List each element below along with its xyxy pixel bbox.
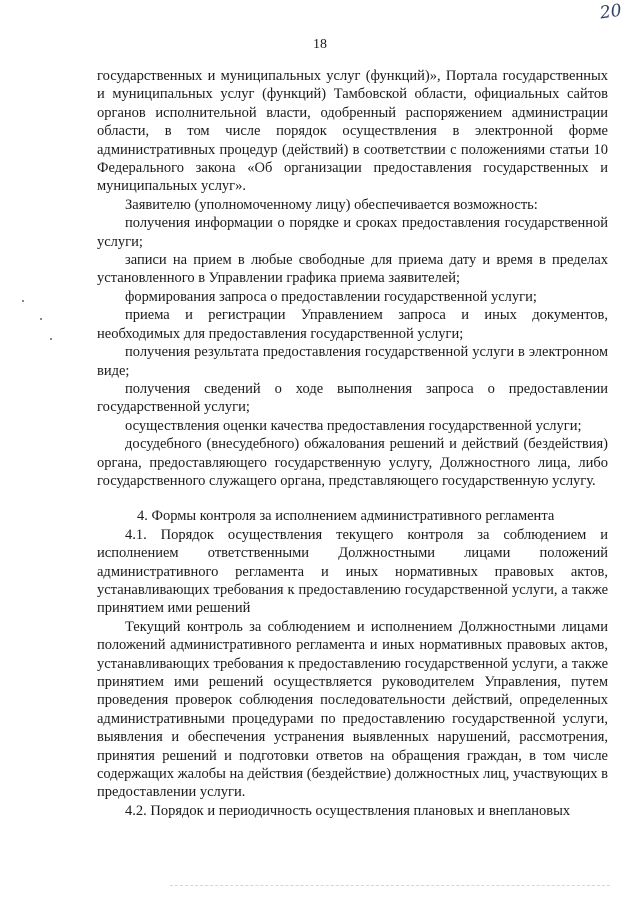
handwritten-page-number: 20 [598,0,623,24]
list-item-appointment: записи на прием в любые свободные для приема дату и время в пределах установленного в Управлении графика приема заявителей; [97,252,608,287]
list-item-result: получения результата предоставления государственной услуги в электронном виде; [97,344,608,379]
scan-speck [22,300,24,302]
list-item-quality: осуществления оценки качества предоставления государственной услуги; [125,417,582,434]
paragraph-4-1: 4.1. Порядок осуществления текущего контроля за соблюдением и исполнением ответственными Должностными лицами положений административного регламента и иных нормативных правовых актов, устанавливающих требования к предоставлению государственной услуги, а также принятием ими решений [97,526,608,617]
spacer [97,490,608,507]
paragraph-applicant-options: Заявителю (уполномоченному лицу) обеспечивается возможность: [125,196,538,213]
section-heading: 4. Формы контроля за исполнением административного регламента [137,508,555,525]
list-item-status: получения сведений о ходе выполнения запроса о предоставлении государственной услуги; [97,380,608,416]
paragraph-4-2: 4.2. Порядок и периодичность осуществления плановых и внеплановых [125,802,571,819]
document-body [97,67,608,820]
paragraph-continuation: государственных и муниципальных услуг (функций)», Портала государственных и муниципальных услуг (функций) Тамбовской области, официальных сайтов органов исполнительной власти, одобренный распоряжением администрации области, в том числе порядок осуществления в электронной форме административных процедур (действий) в соответствии с положениями статьи 10 Федерального закона «Об организации предоставления государственных и муниципальных услуг». [97,68,608,195]
list-item-registration: приема и регистрации Управлением запроса и иных документов, необходимых для предоставления государственной услуги; [97,307,608,342]
page-number: 18 [313,37,327,52]
list-item-information: получения информации о порядке и сроках предоставления государственной услуги; [97,215,608,250]
scan-speck [50,338,52,340]
list-item-request-form: формирования запроса о предоставлении государственной услуги; [125,288,537,305]
scan-artifact-line [170,885,610,886]
paragraph-current-control: Текущий контроль за соблюдением и исполнением Должностными лицами положений административного регламента и иных нормативных правовых актов, устанавливающих требования к предоставлению государственной услуги, а также принятием ими решений осуществляется руководителем Управления, путем проведения проверок соблюдения последовательности действий, определенных административными процедурами по предоставлению государственной услуги, выявления и обеспечения устранения выявленных нарушений, рассмотрения, принятия решений и подготовки ответов на обращения граждан, в том числе содержащих жалобы на действия (бездействие) должностных лиц, участвующих в предоставлении услуги. [97,618,608,801]
scan-speck [40,318,42,320]
list-item-appeal: досудебного (внесудебного) обжалования решений и действий (бездействия) органа, предоставляющего государственную услугу, Должностного лица, либо государственного служащего органа, представляющего государственную услугу. [97,436,608,489]
